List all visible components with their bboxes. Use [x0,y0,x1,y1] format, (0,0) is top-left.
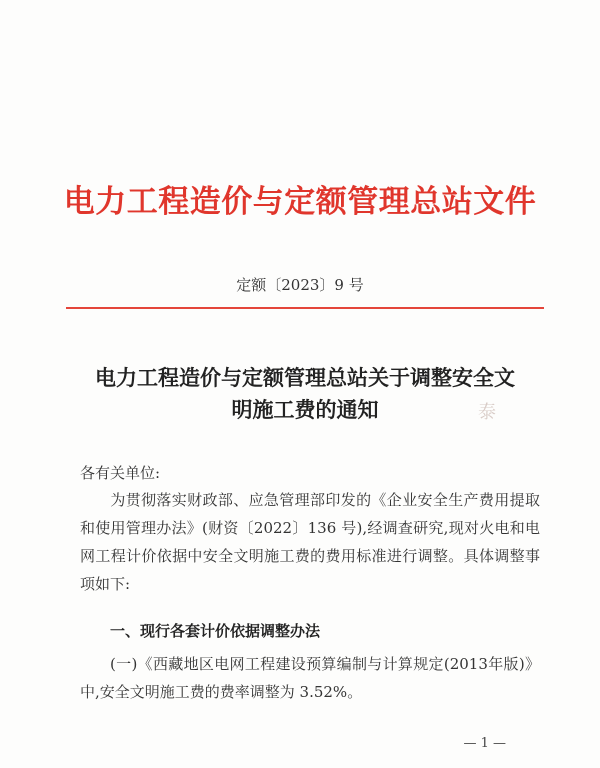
body-paragraph-1 [80,486,540,598]
notice-title [60,362,550,426]
notice-title-line-2: 明施工费的通知 [231,397,379,422]
header-red-rule [66,307,544,309]
body-paragraph-2-text: (一)《西藏地区电网工程建设预算编制与计算规定(2013年版)》中,安全文明施工费的费率调整为 3.52%。 [80,655,540,701]
document-number: 定额〔2023〕9 号 [236,276,364,294]
salutation: 各有关单位: [80,464,161,482]
section-1-heading: 一、现行各套计价依据调整办法 [110,622,321,640]
body-paragraph-1-text: 为贯彻落实财政部、应急管理部印发的《企业安全生产费用提取和使用管理办法》(财资〔2022〕136 号),经调查研究,现对火电和电网工程计价依据中安全文明施工费的费用标准进行调整。具体调整事项如下: [80,491,540,593]
notice-title-line-1: 电力工程造价与定额管理总站关于调整安全文 [95,365,515,390]
document-header-title: 电力工程造价与定额管理总站文件 [63,184,537,220]
body-paragraph-2 [80,650,540,706]
faint-stamp-mark: 泰 [478,402,496,423]
page-number: — 1 — [463,736,506,751]
